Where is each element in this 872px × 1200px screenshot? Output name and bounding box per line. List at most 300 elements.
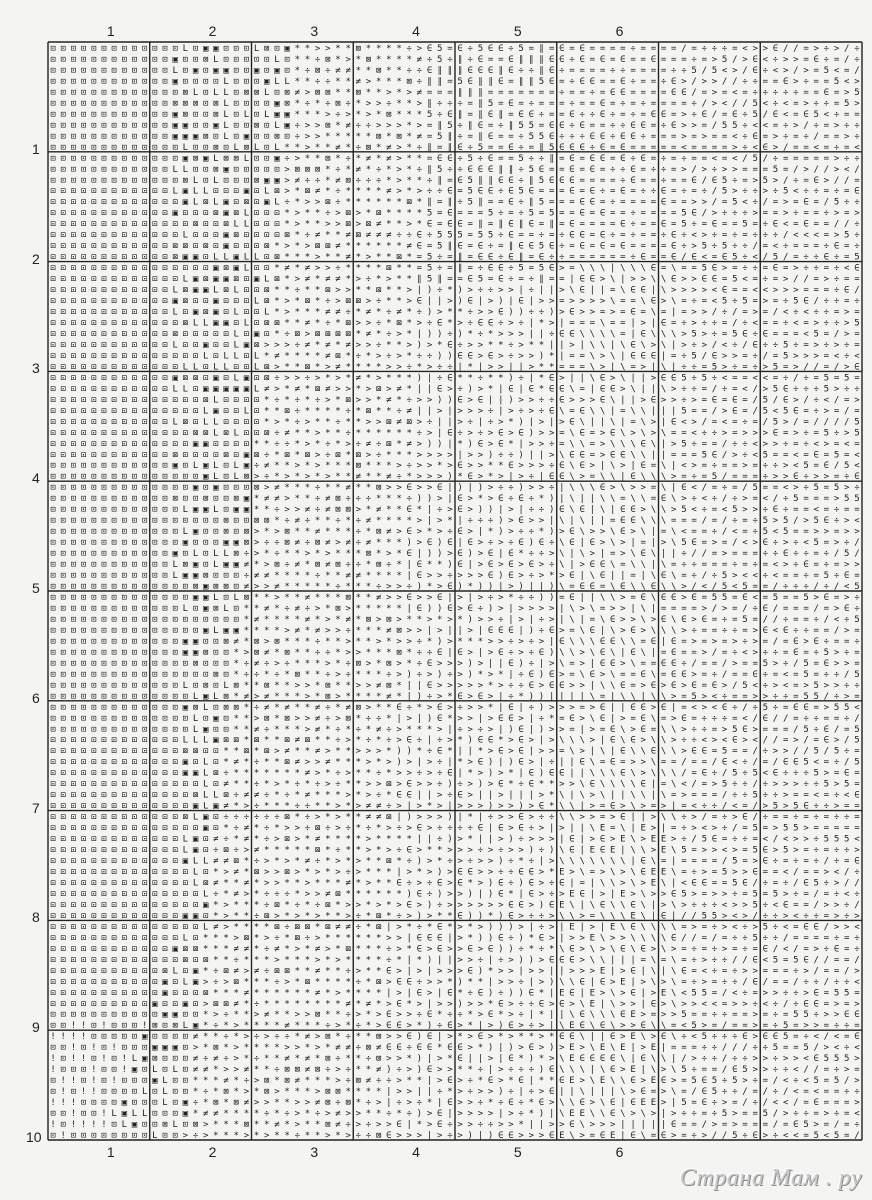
stitch-cell: ⊡ [111, 725, 116, 735]
stitch-cell: * [284, 593, 289, 603]
stitch-cell: = [803, 417, 809, 427]
stitch-cell: * [478, 637, 483, 647]
stitch-cell: ÷ [854, 681, 860, 691]
stitch-cell: ⊠ [193, 154, 198, 164]
stitch-cell: ⊡ [264, 264, 269, 274]
stitch-cell: * [356, 253, 361, 263]
stitch-cell: ⊠ [193, 428, 198, 438]
stitch-cell: = [803, 209, 809, 219]
stitch-cell: ⊡ [223, 406, 228, 416]
stitch-cell: ÷ [529, 549, 535, 559]
stitch-cell: ⊡ [111, 439, 116, 449]
stitch-cell: = [610, 516, 616, 526]
stitch-cell: = [651, 143, 657, 153]
stitch-cell: ∈ [427, 66, 432, 76]
stitch-cell: ∈ [579, 143, 584, 153]
stitch-cell: > [376, 99, 382, 109]
stitch-cell: = [600, 66, 606, 76]
stitch-cell: ⊡ [172, 143, 177, 153]
stitch-cell: / [732, 319, 737, 329]
stitch-cell: ÷ [539, 549, 545, 559]
stitch-cell: | [610, 692, 615, 702]
stitch-cell: ⊡ [132, 384, 137, 394]
stitch-cell: > [844, 659, 850, 669]
stitch-cell: * [376, 703, 381, 713]
stitch-cell: > [478, 351, 484, 361]
stitch-cell: * [305, 209, 310, 219]
stitch-cell: ÷ [437, 264, 443, 274]
stitch-cell: > [579, 308, 585, 318]
stitch-cell: ∈ [559, 44, 564, 54]
stitch-cell: = [600, 165, 606, 175]
stitch-cell: * [356, 187, 361, 197]
stitch-cell: ⊡ [213, 538, 218, 548]
stitch-cell: ∈ [539, 253, 544, 263]
stitch-cell: ⊠ [183, 286, 188, 296]
stitch-cell: / [763, 417, 768, 427]
stitch-cell: > [437, 659, 443, 669]
stitch-cell: ⊡ [203, 110, 208, 120]
stitch-cell: = [559, 110, 565, 120]
stitch-cell: > [366, 253, 372, 263]
stitch-cell: \ [661, 626, 666, 636]
stitch-cell: ÷ [325, 648, 331, 658]
stitch-cell: * [284, 395, 289, 405]
stitch-cell: > [386, 593, 392, 603]
stitch-cell: > [264, 582, 270, 592]
stitch-cell: = [854, 659, 860, 669]
stitch-cell: ⊠ [223, 428, 228, 438]
stitch-cell: ≠ [376, 220, 382, 230]
stitch-cell: ⊠ [325, 681, 330, 691]
stitch-cell: ∥ [519, 220, 524, 230]
stitch-cell: \ [590, 648, 595, 658]
stitch-cell: ⊡ [162, 637, 167, 647]
stitch-cell: ÷ [539, 110, 545, 120]
stitch-cell: = [569, 659, 575, 669]
stitch-cell: > [518, 351, 524, 361]
stitch-cell: * [315, 593, 320, 603]
stitch-cell: ∈ [447, 110, 452, 120]
stitch-cell: * [264, 615, 269, 625]
stitch-cell: * [356, 593, 361, 603]
stitch-cell: = [813, 560, 819, 570]
stitch-cell: | [498, 395, 503, 405]
stitch-cell: ⊡ [274, 88, 279, 98]
stitch-cell: / [702, 66, 707, 76]
stitch-cell: L [172, 384, 177, 394]
stitch-cell: ⊡ [111, 165, 116, 175]
stitch-cell: = [610, 44, 616, 54]
stitch-cell: > [457, 417, 463, 427]
stitch-cell: | [498, 659, 503, 669]
stitch-cell: * [518, 692, 523, 702]
stitch-cell: > [590, 703, 596, 713]
stitch-cell: * [406, 428, 411, 438]
stitch-cell: ⊡ [71, 527, 76, 537]
stitch-cell: > [549, 549, 555, 559]
stitch-cell: \ [590, 692, 595, 702]
stitch-cell: > [813, 593, 819, 603]
stitch-cell: ∥ [519, 77, 524, 87]
stitch-cell: ⊡ [61, 99, 66, 109]
stitch-cell: ∈ [651, 681, 656, 691]
stitch-cell: ∈ [763, 714, 768, 724]
stitch-cell: ⊡ [91, 209, 96, 219]
stitch-cell: ∈ [559, 384, 564, 394]
stitch-cell: ▣ [172, 110, 178, 120]
stitch-cell: ≠ [386, 527, 392, 537]
stitch-cell: * [396, 340, 401, 350]
stitch-cell: | [539, 286, 544, 296]
stitch-cell: ≠ [264, 604, 270, 614]
stitch-cell: ⊡ [50, 450, 55, 460]
stitch-cell: ⊠ [345, 176, 350, 186]
stitch-cell: ⊡ [61, 362, 66, 372]
stitch-cell: * [376, 571, 381, 581]
stitch-cell: * [366, 373, 371, 383]
stitch-cell: ≠ [396, 384, 402, 394]
stitch-cell: = [579, 253, 585, 263]
stitch-cell: * [274, 472, 279, 482]
stitch-cell: > [752, 44, 758, 54]
stitch-cell: > [376, 637, 382, 647]
stitch-cell: ÷ [803, 428, 809, 438]
stitch-cell: < [712, 286, 718, 296]
stitch-cell: ⊡ [122, 527, 127, 537]
stitch-cell: = [641, 55, 647, 65]
stitch-cell: ⊡ [193, 681, 198, 691]
stitch-cell: = [854, 406, 860, 416]
stitch-cell: = [732, 373, 738, 383]
stitch-cell: ⊡ [234, 571, 239, 581]
stitch-cell: = [803, 154, 809, 164]
stitch-cell: * [356, 582, 361, 592]
stitch-cell: > [508, 505, 514, 515]
stitch-cell: ∈ [844, 604, 849, 614]
stitch-cell: ⊠ [386, 659, 391, 669]
stitch-cell: / [793, 275, 798, 285]
stitch-cell: ÷ [529, 505, 535, 515]
stitch-cell: * [356, 154, 361, 164]
stitch-cell: ▣ [193, 66, 199, 76]
stitch-cell: ∈ [854, 264, 859, 274]
stitch-cell: * [406, 99, 411, 109]
stitch-cell: ▣ [193, 275, 199, 285]
stitch-cell: \ [569, 384, 574, 394]
stitch-cell: ⊡ [91, 198, 96, 208]
stitch-cell: | [559, 351, 564, 361]
stitch-cell: ∈ [549, 121, 554, 131]
stitch-cell: > [539, 571, 545, 581]
stitch-cell: \ [630, 406, 635, 416]
stitch-cell: = [671, 604, 677, 614]
stitch-cell: / [854, 549, 859, 559]
stitch-cell: > [620, 626, 626, 636]
stitch-cell: > [386, 121, 392, 131]
stitch-cell: ÷ [488, 593, 494, 603]
stitch-cell: \ [610, 472, 615, 482]
stitch-cell: ⊡ [162, 253, 167, 263]
stitch-cell: > [417, 593, 423, 603]
stitch-cell: ∈ [569, 450, 574, 460]
stitch-cell: ▣ [183, 132, 189, 142]
stitch-cell: ⊡ [183, 670, 188, 680]
stitch-cell: = [671, 220, 677, 230]
stitch-cell: | [518, 626, 523, 636]
stitch-cell: * [274, 615, 279, 625]
stitch-cell: ⊡ [132, 593, 137, 603]
stitch-cell: ÷ [315, 483, 321, 493]
stitch-cell: ⊡ [203, 253, 208, 263]
stitch-cell: = [600, 176, 606, 186]
stitch-cell: ⊡ [142, 549, 147, 559]
stitch-cell: * [345, 681, 350, 691]
stitch-cell: ⊡ [142, 297, 147, 307]
stitch-cell: ⊡ [71, 593, 76, 603]
stitch-cell: = [722, 461, 728, 471]
stitch-cell: ⊡ [152, 593, 157, 603]
stitch-cell: ∈ [569, 231, 574, 241]
stitch-cell: > [498, 417, 504, 427]
stitch-cell: ∈ [722, 703, 727, 713]
stitch-cell: | [610, 340, 615, 350]
stitch-cell: ⊡ [142, 538, 147, 548]
stitch-cell: ≠ [295, 516, 301, 526]
stitch-cell: ⊡ [152, 308, 157, 318]
stitch-cell: ⊡ [122, 395, 127, 405]
stitch-cell: > [264, 483, 270, 493]
stitch-cell: ⊡ [142, 143, 147, 153]
stitch-cell: > [244, 648, 250, 658]
stitch-cell: ▣ [172, 549, 178, 559]
stitch-cell: ⊡ [122, 373, 127, 383]
stitch-cell: ∈ [691, 681, 696, 691]
stitch-cell: ∈ [468, 604, 473, 614]
stitch-cell: ÷ [834, 264, 840, 274]
stitch-cell: ⊠ [203, 571, 208, 581]
stitch-cell: ∈ [427, 681, 432, 691]
stitch-cell: ∈ [600, 714, 605, 724]
stitch-cell: = [651, 154, 657, 164]
stitch-cell: = [691, 187, 697, 197]
stitch-cell: \ [590, 264, 595, 274]
stitch-cell: = [539, 121, 545, 131]
stitch-cell: ÷ [681, 242, 687, 252]
stitch-cell: > [742, 494, 748, 504]
stitch-cell: ⊡ [91, 264, 96, 274]
stitch-cell: ∈ [610, 450, 615, 460]
stitch-cell: ⊡ [183, 659, 188, 669]
stitch-cell: L [213, 505, 218, 515]
stitch-cell: ⊡ [223, 593, 228, 603]
stitch-cell: ∥ [509, 242, 514, 252]
stitch-cell: \ [569, 637, 574, 647]
stitch-cell: = [641, 231, 647, 241]
stitch-cell: \ [610, 439, 615, 449]
stitch-cell: L [213, 472, 218, 482]
stitch-cell: * [244, 637, 249, 647]
stitch-cell: ÷ [783, 88, 789, 98]
stitch-cell: / [742, 99, 747, 109]
stitch-cell: ⊡ [223, 725, 228, 735]
stitch-cell: = [610, 319, 616, 329]
stitch-cell: > [518, 340, 524, 350]
stitch-cell: ⊠ [274, 132, 279, 142]
stitch-cell: ÷ [630, 220, 636, 230]
stitch-cell: ⊡ [81, 308, 86, 318]
stitch-cell: = [651, 99, 657, 109]
stitch-cell: = [763, 77, 769, 87]
stitch-cell: ⊡ [50, 319, 55, 329]
stitch-cell: L [223, 549, 228, 559]
stitch-cell: 5 [854, 615, 859, 625]
stitch-cell: | [457, 362, 462, 372]
stitch-cell: > [284, 242, 290, 252]
stitch-cell: * [295, 725, 300, 735]
stitch-cell: | [610, 264, 615, 274]
stitch-cell: * [386, 176, 391, 186]
stitch-cell: ) [427, 329, 432, 339]
stitch-cell: ⊡ [91, 549, 96, 559]
stitch-cell: ÷ [335, 198, 341, 208]
stitch-cell: ⊡ [81, 340, 86, 350]
stitch-cell: ÷ [732, 362, 738, 372]
stitch-cell: | [620, 275, 625, 285]
stitch-cell: > [752, 538, 758, 548]
stitch-cell: * [305, 582, 310, 592]
stitch-cell: \ [661, 505, 666, 515]
stitch-cell: ÷ [417, 659, 423, 669]
stitch-cell: ≠ [345, 615, 351, 625]
stitch-cell: ⊡ [142, 560, 147, 570]
stitch-cell: ∈ [417, 571, 422, 581]
stitch-cell: ⊠ [366, 220, 371, 230]
stitch-cell: ⊡ [254, 154, 259, 164]
stitch-cell: ⊡ [122, 329, 127, 339]
stitch-cell: ÷ [813, 187, 819, 197]
stitch-cell: = [630, 417, 636, 427]
stitch-cell: = [783, 703, 789, 713]
stitch-cell: > [559, 417, 565, 427]
stitch-cell: ⊡ [203, 121, 208, 131]
stitch-cell: ⊡ [203, 549, 208, 559]
stitch-cell: > [691, 286, 697, 296]
stitch-cell: ▣ [223, 231, 229, 241]
stitch-cell: ⊡ [91, 319, 96, 329]
stitch-cell: ÷ [610, 198, 616, 208]
stitch-cell: ⊡ [101, 176, 106, 186]
stitch-cell: > [844, 560, 850, 570]
stitch-cell: \ [661, 275, 666, 285]
stitch-cell: * [447, 319, 452, 329]
stitch-cell: 5 [854, 253, 859, 263]
stitch-cell: = [722, 329, 728, 339]
stitch-cell: * [284, 351, 289, 361]
stitch-cell: ∈ [641, 593, 646, 603]
stitch-cell: 5 [447, 121, 452, 131]
stitch-cell: * [396, 77, 401, 87]
stitch-cell: ÷ [681, 351, 687, 361]
stitch-cell: ⊠ [335, 494, 340, 504]
stitch-cell: ⊡ [193, 143, 198, 153]
stitch-cell: ÷ [356, 560, 362, 570]
stitch-cell: ⊡ [132, 198, 137, 208]
stitch-cell: = [630, 593, 636, 603]
stitch-cell: ⊡ [244, 362, 249, 372]
stitch-cell: ⊠ [376, 286, 381, 296]
stitch-cell: ∈ [508, 143, 513, 153]
stitch-cell: > [468, 626, 474, 636]
stitch-cell: * [284, 253, 289, 263]
stitch-cell: * [295, 99, 300, 109]
stitch-cell: * [356, 428, 361, 438]
stitch-cell: * [437, 560, 442, 570]
stitch-cell: > [386, 384, 392, 394]
stitch-cell: \ [610, 626, 615, 636]
stitch-cell: ) [488, 582, 493, 592]
stitch-cell: / [732, 77, 737, 87]
stitch-cell: = [630, 681, 636, 691]
stitch-cell: * [406, 132, 411, 142]
stitch-cell: > [529, 516, 535, 526]
stitch-cell: ≠ [254, 615, 260, 625]
stitch-cell: ⊠ [325, 121, 330, 131]
stitch-cell: ≠ [406, 242, 412, 252]
stitch-cell: ⊡ [142, 593, 147, 603]
stitch-cell: ⊡ [142, 154, 147, 164]
stitch-cell: ÷ [752, 560, 758, 570]
stitch-cell: ⊡ [213, 637, 218, 647]
stitch-cell: ≠ [315, 527, 321, 537]
stitch-cell: ⊡ [223, 308, 228, 318]
stitch-cell: ⊡ [152, 176, 157, 186]
stitch-cell: | [468, 483, 473, 493]
stitch-cell: ⊡ [61, 88, 66, 98]
stitch-cell: = [854, 692, 860, 702]
stitch-cell: / [763, 253, 768, 263]
stitch-cell: ∥ [499, 110, 504, 120]
stitch-cell: \ [661, 516, 666, 526]
stitch-cell: ∈ [457, 648, 462, 658]
stitch-cell: > [610, 483, 616, 493]
stitch-cell: ÷ [518, 209, 524, 219]
stitch-cell: \ [661, 560, 666, 570]
stitch-cell: ÷ [457, 154, 463, 164]
stitch-cell: = [763, 593, 769, 603]
stitch-cell: ⊡ [91, 176, 96, 186]
stitch-cell: L [234, 428, 239, 438]
stitch-cell: | [600, 626, 605, 636]
stitch-cell: ∈ [773, 110, 778, 120]
stitch-cell: > [305, 329, 311, 339]
stitch-cell: ) [437, 604, 442, 614]
stitch-cell: ÷ [518, 681, 524, 691]
stitch-cell: ⊡ [162, 319, 167, 329]
stitch-cell: ÷ [610, 110, 616, 120]
stitch-cell: ÷ [569, 55, 575, 65]
stitch-cell: > [742, 461, 748, 471]
stitch-cell: / [742, 483, 747, 493]
stitch-cell: = [569, 242, 575, 252]
stitch-cell: ∥ [437, 77, 442, 87]
stitch-cell: = [600, 220, 606, 230]
stitch-cell: ⊡ [172, 319, 177, 329]
stitch-cell: ⊠ [223, 154, 228, 164]
stitch-cell: ⊡ [81, 88, 86, 98]
stitch-cell: ⊡ [122, 187, 127, 197]
stitch-cell: ⊡ [172, 626, 177, 636]
